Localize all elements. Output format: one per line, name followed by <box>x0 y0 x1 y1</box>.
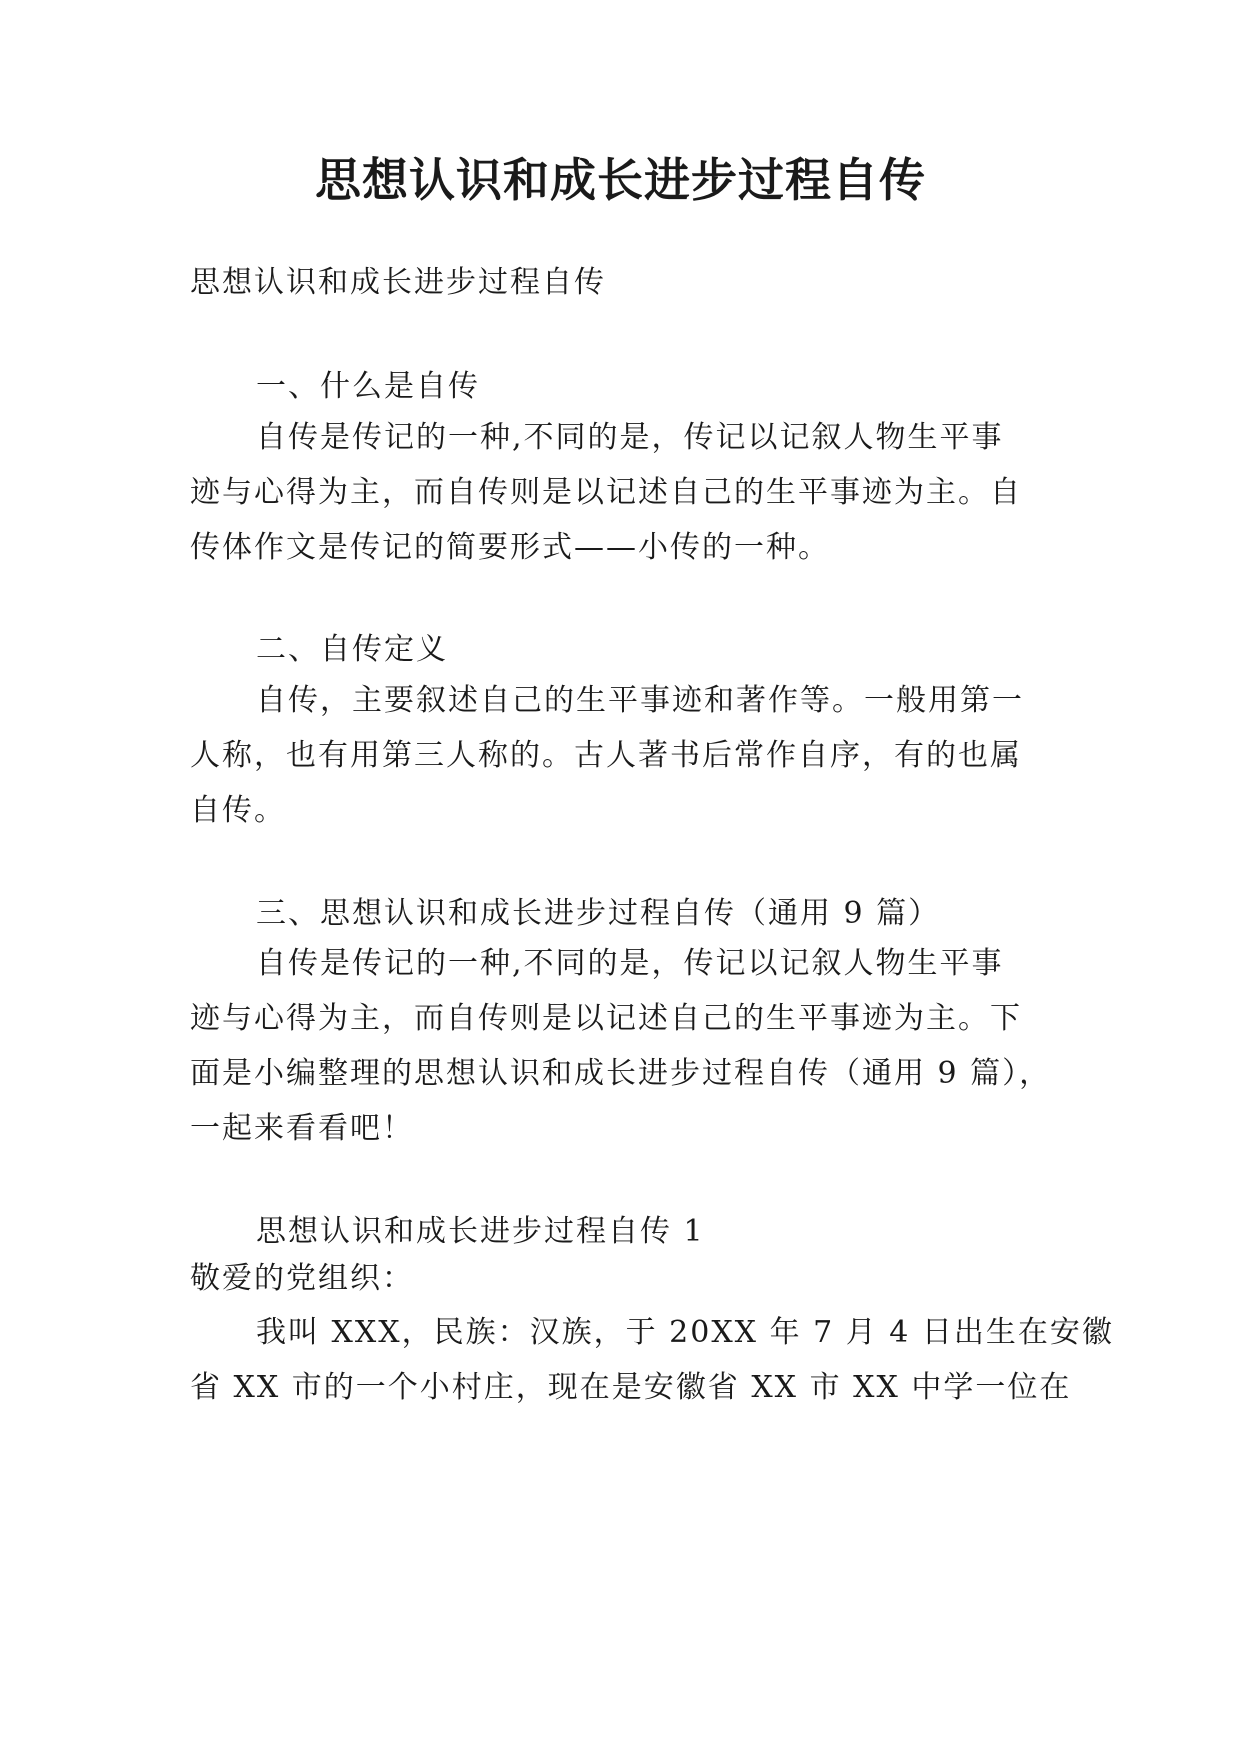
paragraph-line: 迹与心得为主，而自传则是以记述自己的生平事迹为主。自 <box>190 475 1022 510</box>
paragraph-line: 一起来看看吧！ <box>190 1111 414 1146</box>
paragraph-line: 自传。 <box>190 793 286 828</box>
paragraph-line: 省 XX 市的一个小村庄，现在是安徽省 XX 市 XX 中学一位在 <box>190 1370 1072 1405</box>
document-subtitle: 思想认识和成长进步过程自传 <box>190 265 606 300</box>
page-title: 思想认识和成长进步过程自传 <box>315 153 926 207</box>
salutation: 敬爱的党组织： <box>190 1261 414 1296</box>
article-heading-1: 思想认识和成长进步过程自传 1 <box>256 1214 705 1249</box>
paragraph-line: 迹与心得为主，而自传则是以记述自己的生平事迹为主。下 <box>190 1001 1022 1036</box>
paragraph-line: 自传是传记的一种,不同的是，传记以记叙人物生平事 <box>256 946 1004 981</box>
paragraph-line: 我叫 XXX，民族：汉族，于 20XX 年 7 月 4 日出生在安徽 <box>256 1315 1114 1350</box>
paragraph-line: 传体作文是传记的简要形式——小传的一种。 <box>190 530 830 565</box>
paragraph-line: 自传是传记的一种,不同的是，传记以记叙人物生平事 <box>256 420 1004 455</box>
paragraph-line: 面是小编整理的思想认识和成长进步过程自传（通用 9 篇）， <box>190 1056 1052 1091</box>
section-heading-1: 一、什么是自传 <box>256 369 480 404</box>
paragraph-line: 自传，主要叙述自己的生平事迹和著作等。一般用第一 <box>256 683 1024 718</box>
section-heading-2: 二、自传定义 <box>256 632 448 667</box>
section-heading-3: 三、思想认识和成长进步过程自传（通用 9 篇） <box>256 896 941 931</box>
paragraph-line: 人称，也有用第三人称的。古人著书后常作自序，有的也属 <box>190 738 1022 773</box>
